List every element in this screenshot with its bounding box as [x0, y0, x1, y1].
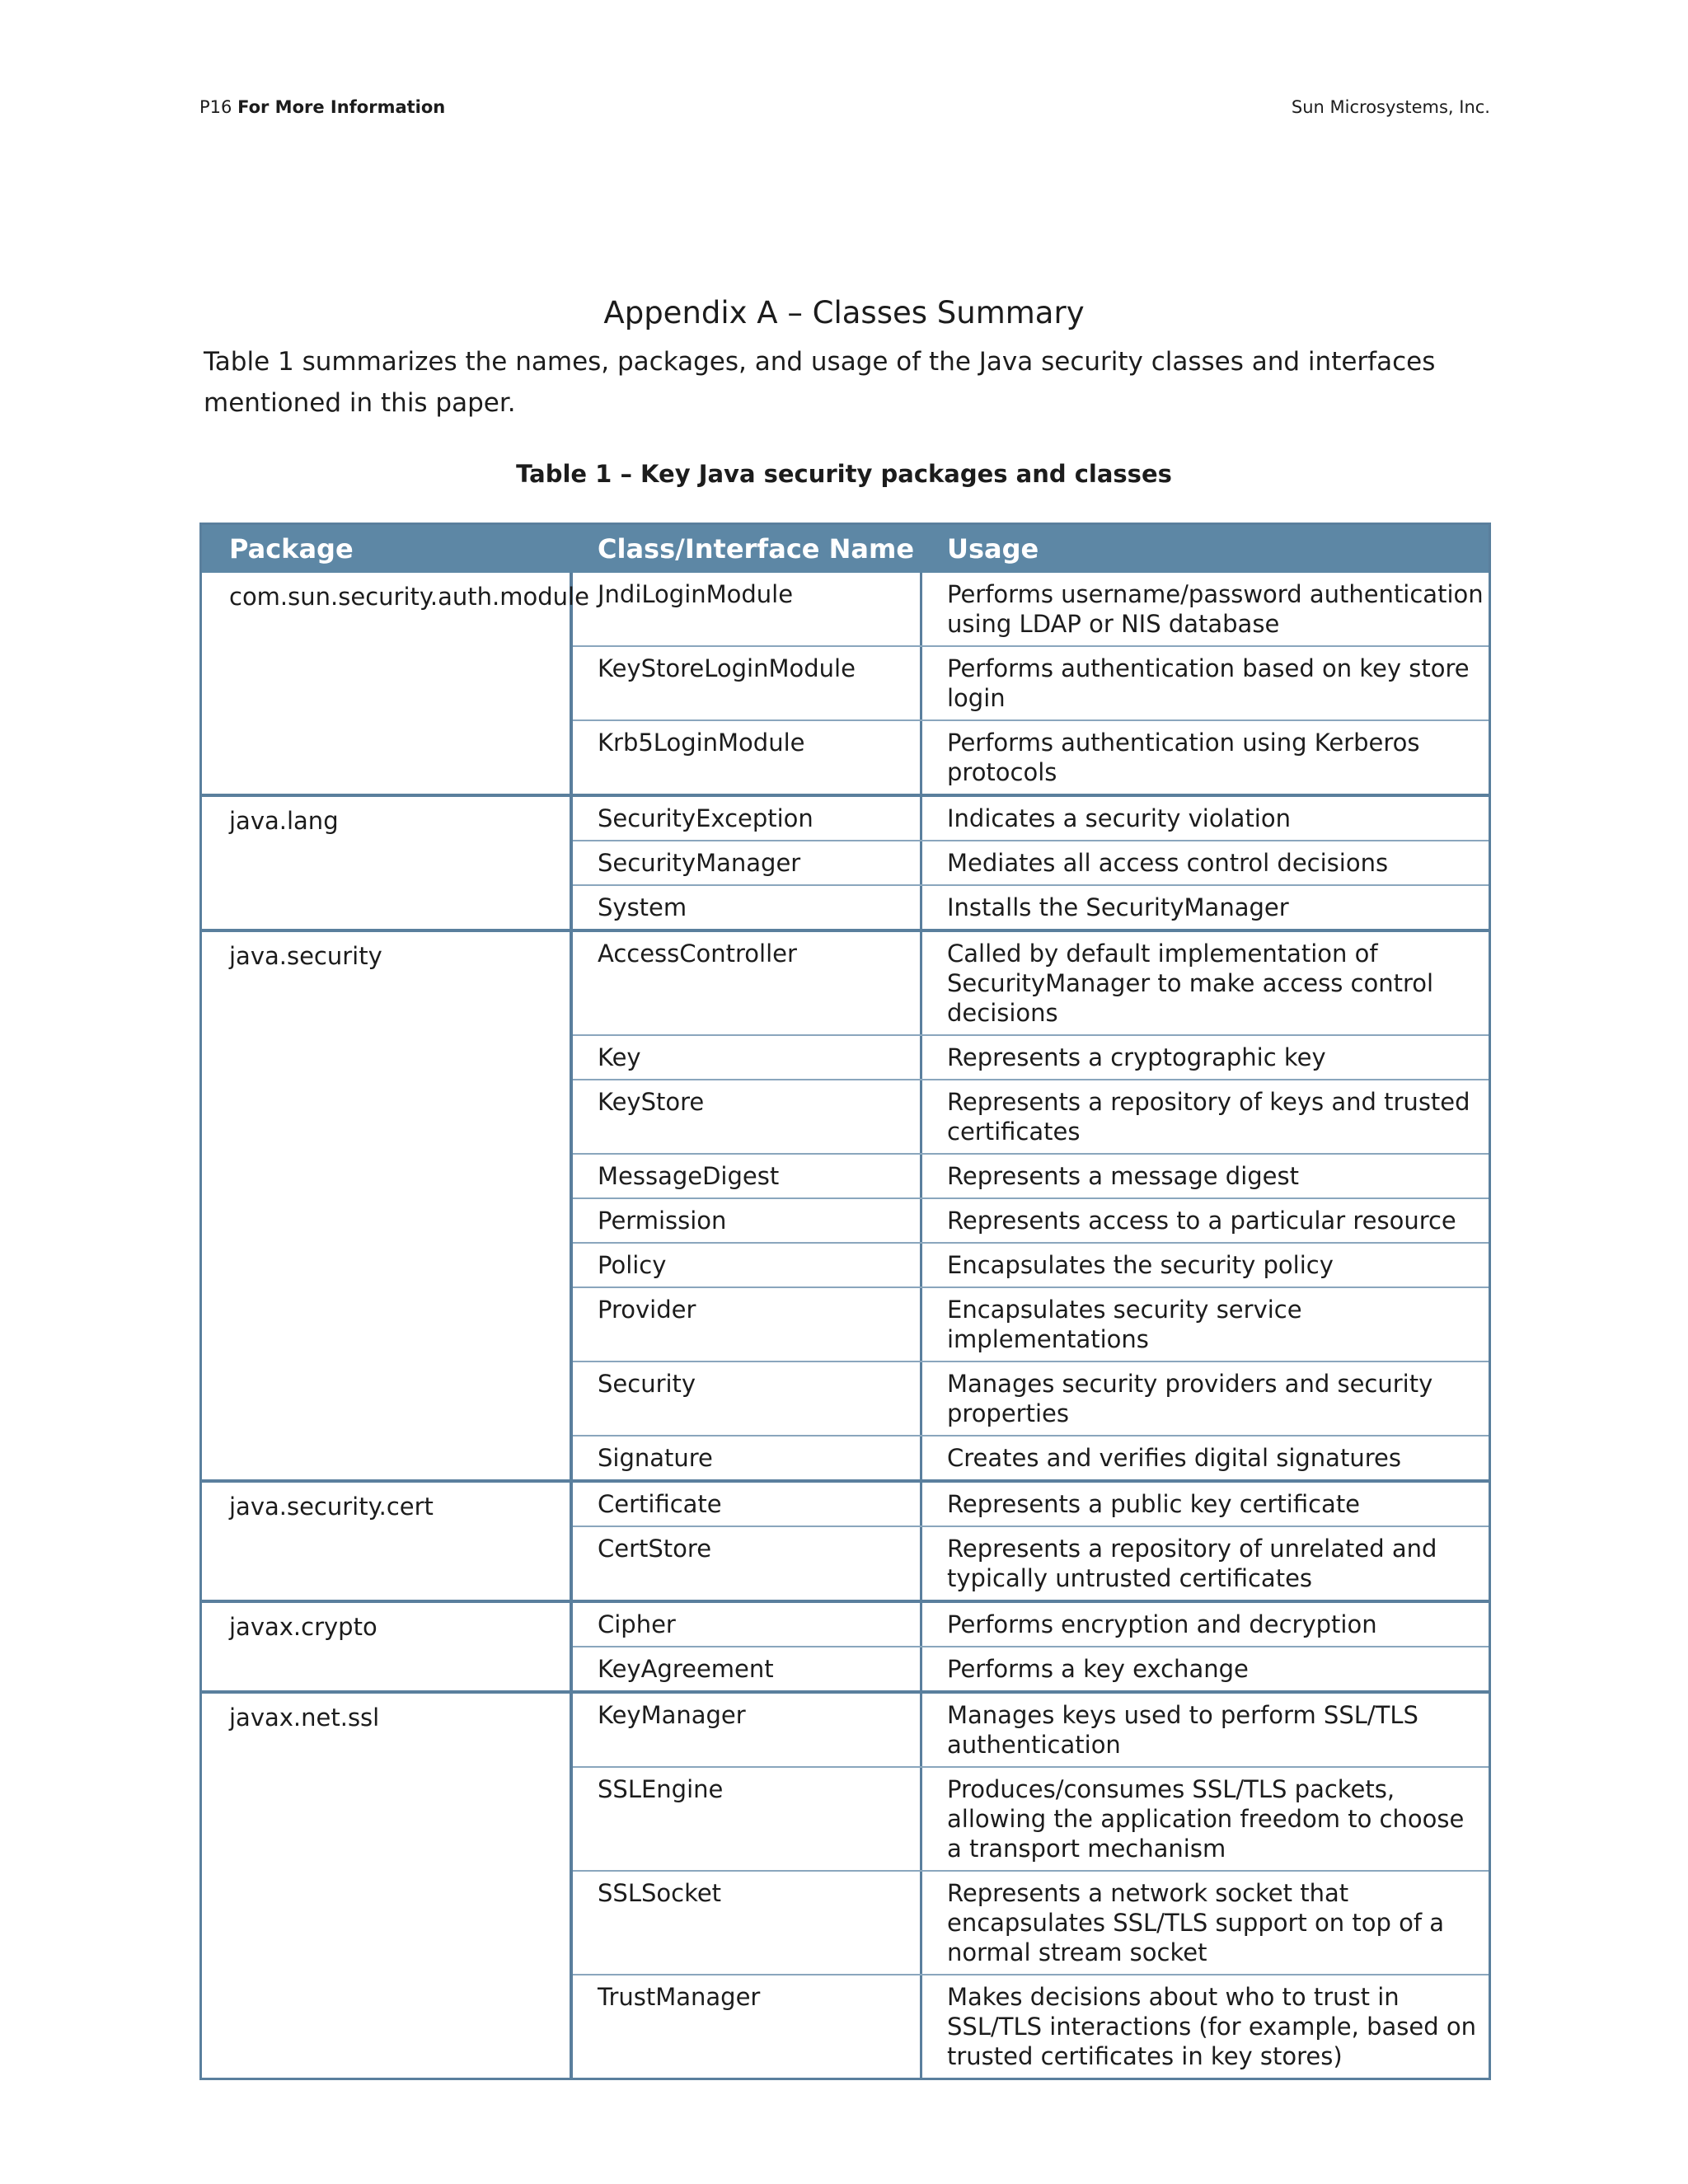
package-rows [573, 573, 1489, 794]
usage-cell: Performs authentication based on key store login [947, 654, 1470, 712]
classes-table [199, 523, 1491, 2080]
package-group [202, 794, 1489, 929]
table-row [573, 719, 1489, 794]
table-row [573, 1435, 1489, 1479]
section-label: For More Information [237, 97, 446, 117]
package-rows [573, 1603, 1489, 1690]
table-caption: Table 1 – Key Java security packages and classes [516, 460, 1172, 488]
class-name-cell: System [573, 886, 922, 929]
company-name: Sun Microsystems, Inc. [1291, 97, 1490, 117]
package-cell: javax.crypto [202, 1603, 573, 1690]
table-row [573, 1079, 1489, 1153]
usage-cell: Represents a network socket that encapsulates SSL/TLS support on top of a normal stream socket [947, 1879, 1445, 1966]
usage-cell: Installs the SecurityManager [947, 893, 1289, 921]
column-header-usage: Usage [947, 533, 1039, 565]
table-row [573, 932, 1489, 1034]
class-name-cell: Security [573, 1362, 922, 1435]
table-row [573, 1286, 1489, 1361]
package-cell: java.security [202, 932, 573, 1479]
class-name-cell: KeyManager [573, 1694, 922, 1766]
package-rows [573, 1483, 1489, 1600]
table-row [573, 1242, 1489, 1286]
table-row [573, 1870, 1489, 1974]
class-name-cell: JndiLoginModule [573, 573, 922, 645]
page-title: Appendix A – Classes Summary [603, 295, 1085, 330]
usage-cell: Represents a cryptographic key [947, 1043, 1326, 1071]
class-name-cell: SecurityException [573, 797, 922, 840]
class-name-cell: SecurityManager [573, 841, 922, 884]
usage-cell: Mediates all access control decisions [947, 849, 1389, 877]
package-cell: com.sun.security.auth.module [202, 573, 573, 794]
package-group [202, 1690, 1489, 2078]
class-name-cell: SSLEngine [573, 1768, 922, 1870]
package-rows [573, 1694, 1489, 2078]
table-row [573, 884, 1489, 929]
table-row [573, 797, 1489, 840]
column-header-package: Package [229, 533, 354, 565]
class-name-cell: Cipher [573, 1603, 922, 1646]
table-row [573, 1694, 1489, 1766]
table-row [573, 573, 1489, 645]
package-group [202, 1600, 1489, 1690]
package-rows [573, 932, 1489, 1479]
usage-cell: Represents access to a particular resource [947, 1207, 1456, 1235]
class-name-cell: Key [573, 1036, 922, 1079]
package-group [202, 1479, 1489, 1600]
table-row [573, 1974, 1489, 2078]
table-header [202, 525, 1489, 573]
table-row [573, 1526, 1489, 1600]
class-name-cell: Policy [573, 1244, 922, 1286]
usage-cell: Indicates a security violation [947, 804, 1291, 832]
usage-cell: Encapsulates security service implementations [947, 1296, 1302, 1353]
usage-cell: Represents a public key certificate [947, 1490, 1361, 1518]
table-row [573, 1603, 1489, 1646]
class-name-cell: Signature [573, 1436, 922, 1479]
table-body [202, 573, 1489, 2078]
usage-cell: Represents a repository of keys and trusted certificates [947, 1088, 1470, 1146]
usage-cell: Performs encryption and decryption [947, 1610, 1377, 1638]
page-header-left [199, 97, 445, 117]
class-name-cell: MessageDigest [573, 1155, 922, 1197]
usage-cell: Performs a key exchange [947, 1655, 1249, 1683]
class-name-cell: SSLSocket [573, 1872, 922, 1974]
usage-cell: Manages keys used to perform SSL/TLS authentication [947, 1701, 1418, 1759]
class-name-cell: AccessController [573, 932, 922, 1034]
table-row [573, 1197, 1489, 1242]
usage-cell: Creates and verifies digital signatures [947, 1444, 1401, 1472]
class-name-cell: KeyStoreLoginModule [573, 647, 922, 719]
usage-cell: Produces/consumes SSL/TLS packets, allowing the application freedom to choose a transport mechanism [947, 1775, 1465, 1863]
table-row [573, 1483, 1489, 1526]
table-row [573, 1153, 1489, 1197]
column-header-class: Class/Interface Name [598, 533, 915, 565]
class-name-cell: Permission [573, 1199, 922, 1242]
page-number: P16 [199, 97, 232, 117]
class-name-cell: Certificate [573, 1483, 922, 1526]
usage-cell: Encapsulates the security policy [947, 1251, 1334, 1279]
package-cell: javax.net.ssl [202, 1694, 573, 2078]
class-name-cell: CertStore [573, 1527, 922, 1600]
table-row [573, 645, 1489, 719]
usage-cell: Called by default implementation of SecurityManager to make access control decisions [947, 940, 1434, 1027]
usage-cell: Represents a repository of unrelated and typically untrusted certificates [947, 1535, 1437, 1592]
class-name-cell: KeyAgreement [573, 1647, 922, 1690]
table-row [573, 1766, 1489, 1870]
package-group [202, 929, 1489, 1479]
intro-paragraph: Table 1 summarizes the names, packages, and usage of the Java security classes and interfaces mentioned in this paper. [204, 347, 1436, 418]
package-cell: java.lang [202, 797, 573, 929]
usage-cell: Performs authentication using Kerberos protocols [947, 729, 1420, 786]
table-row [573, 1646, 1489, 1690]
class-name-cell: KeyStore [573, 1080, 922, 1153]
package-cell: java.security.cert [202, 1483, 573, 1600]
table-row [573, 1361, 1489, 1435]
usage-cell: Manages security providers and security properties [947, 1370, 1433, 1427]
usage-cell: Makes decisions about who to trust in SSL/TLS interactions (for example, based on trusted certificates in key stores) [947, 1983, 1476, 2070]
package-rows [573, 797, 1489, 929]
usage-cell: Represents a message digest [947, 1162, 1299, 1190]
class-name-cell: Provider [573, 1288, 922, 1361]
class-name-cell: TrustManager [573, 1975, 922, 2078]
table-row [573, 1034, 1489, 1079]
usage-cell: Performs username/password authentication using LDAP or NIS database [947, 580, 1484, 638]
table-row [573, 840, 1489, 884]
class-name-cell: Krb5LoginModule [573, 721, 922, 794]
package-group [202, 573, 1489, 794]
